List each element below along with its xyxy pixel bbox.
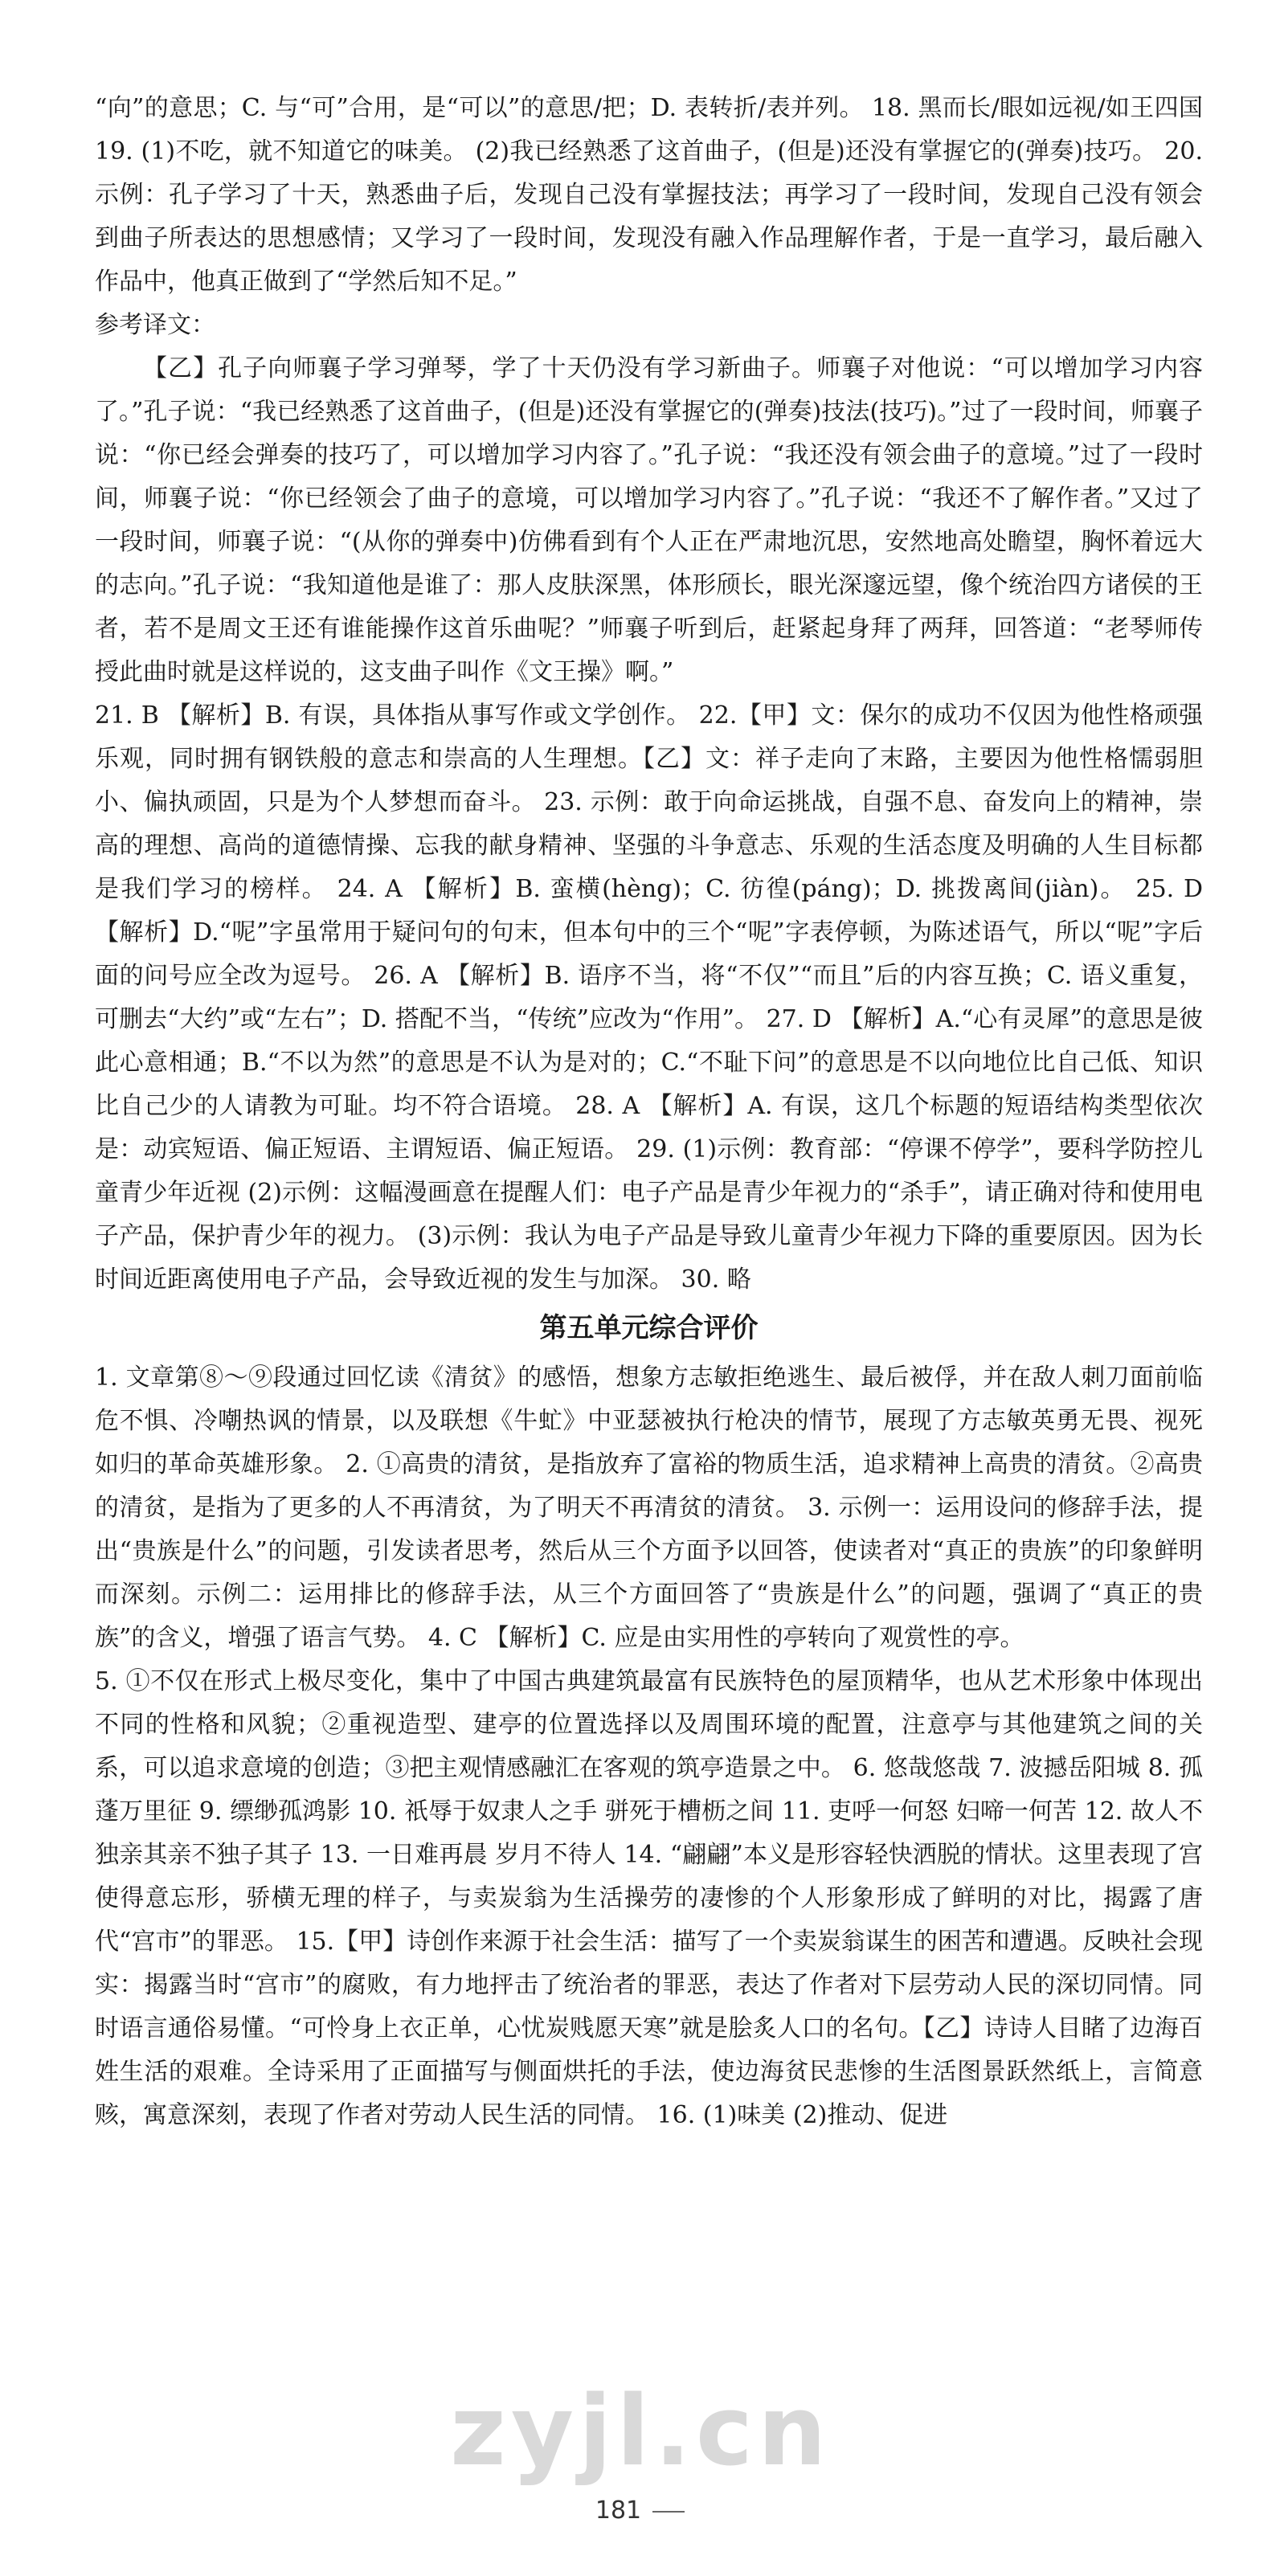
section-title: 第五单元综合评价 <box>539 1312 759 1344</box>
page-number-rule <box>652 2511 685 2513</box>
site-watermark: zyjl.cn <box>450 2376 832 2488</box>
reference-translation-label: 参考译文： <box>95 311 215 339</box>
answer-block-1: “向”的意思；C. 与“可”合用，是“可以”的意思/把；D. 表转折/表并列。 18. 黑而长/眼如远视/如王四国 19. (1)不吃，就不知道它的味美。 (2)我已经熟悉了这首曲子，(但是)还没有掌握它的(弹奏)技巧。 20. 示例：孔子学习了十天，熟悉曲子后，发现自己没有掌握技法；再学习了一段时间，发现自己没有领会到曲子所表达的思想感情；又学习了一段时间，发现没有融入作品理解作者，于是一直学习，最后融入作品中，他真正做到了“学然后知不足。” <box>95 94 1203 296</box>
page-number <box>0 2489 1280 2533</box>
page-number-text: 181 <box>595 2496 642 2525</box>
reference-translation: 【乙】孔子向师襄子学习弹琴，学了十天仍没有学习新曲子。师襄子对他说：“可以增加学习内容了。”孔子说：“我已经熟悉了这首曲子，(但是)还没有掌握它的(弹奏)技法(技巧)。”过了一段时间，师襄子说：“你已经会弹奏的技巧了，可以增加学习内容了。”孔子说：“我还没有领会曲子的意境。”过了一段时间，师襄子说：“你已经领会了曲子的意境，可以增加学习内容了。”孔子说：“我还不了解作者。”又过了一段时间，师襄子说：“(从你的弹奏中)仿佛看到有个人正在严肃地沉思，安然地高处瞻望，胸怀着远大的志向。”孔子说：“我知道他是谁了：那人皮肤深黑，体形颀长，眼光深邃远望，像个统治四方诸侯的王者，若不是周文王还有谁能操作这首乐曲呢？”师襄子听到后，赶紧起身拜了两拜，回答道：“老琴师传授此曲时就是这样说的，这支曲子叫作《文王操》啊。” <box>95 354 1203 686</box>
answer-block-3: 1. 文章第⑧～⑨段通过回忆读《清贫》的感悟，想象方志敏拒绝逃生、最后被俘，并在敌人刺刀面前临危不惧、冷嘲热讽的情景，以及联想《牛虻》中亚瑟被执行枪决的情节，展现了方志敏英勇无畏、视死如归的革命英雄形象。 2. ①高贵的清贫，是指放弃了富裕的物质生活，追求精神上高贵的清贫。②高贵的清贫，是指为了更多的人不再清贫，为了明天不再清贫的清贫。 3. 示例一：运用设问的修辞手法，提出“贵族是什么”的问题，引发读者思考，然后从三个方面予以回答，使读者对“真正的贵族”的印象鲜明而深刻。示例二：运用排比的修辞手法，从三个方面回答了“贵族是什么”的问题，强调了“真正的贵族”的含义，增强了语言气势。 4. C 【解析】C. 应是由实用性的亭转向了观赏性的亭。 <box>95 1364 1203 1652</box>
answer-block-2: 21. B 【解析】B. 有误，具体指从事写作或文学创作。 22.【甲】文：保尔的成功不仅因为他性格顽强乐观，同时拥有钢铁般的意志和崇高的人生理想。【乙】文：祥子走向了末路，主要因为他性格懦弱胆小、偏执顽固，只是为个人梦想而奋斗。 23. 示例：敢于向命运挑战，自强不息、奋发向上的精神，崇高的理想、高尚的道德情操、忘我的献身精神、坚强的斗争意志、乐观的生活态度及明确的人生目标都是我们学习的榜样。 24. A 【解析】B. 蛮横(hèng)；C. 彷徨(páng)；D. 挑拨离间(jiàn)。 25. D 【解析】D.“呢”字虽常用于疑问句的句末，但本句中的三个“呢”字表停顿，为陈述语气，所以“呢”字后面的问号应全改为逗号。 26. A 【解析】B. 语序不当，将“不仅”“而且”后的内容互换；C. 语义重复，可删去“大约”或“左右”；D. 搭配不当，“传统”应改为“作用”。 27. D 【解析】A.“心有灵犀”的意思是彼此心意相通；B.“不以为然”的意思是不认为是对的；C.“不耻下问”的意思是不以向地位比自己低、知识比自己少的人请教为可耻。均不符合语境。 28. A 【解析】A. 有误，这几个标题的短语结构类型依次是：动宾短语、偏正短语、主谓短语、偏正短语。 29. (1)示例：教育部：“停课不停学”，要科学防控儿童青少年近视 (2)示例：这幅漫画意在提醒人们：电子产品是青少年视力的“杀手”，请正确对待和使用电子产品，保护青少年的视力。 (3)示例：我认为电子产品是导致儿童青少年视力下降的重要原因。因为长时间近距离使用电子产品，会导致近视的发生与加深。 30. 略 <box>95 701 1203 1294</box>
answer-block-4: 5. ①不仅在形式上极尽变化，集中了中国古典建筑最富有民族特色的屋顶精华，也从艺术形象中体现出不同的性格和风貌；②重视造型、建亭的位置选择以及周围环境的配置，注意亭与其他建筑之间的关系，可以追求意境的创造；③把主观情感融汇在客观的筑亭造景之中。 6. 悠哉悠哉 7. 波撼岳阳城 8. 孤蓬万里征 9. 缥缈孤鸿影 10. 祇辱于奴隶人之手 骈死于槽枥之间 11. 吏呼一何怒 妇啼一何苦 12. 故人不独亲其亲不独子其子 13. 一日难再晨 岁月不待人 14. “翩翩”本义是形容轻快洒脱的情状。这里表现了宫使得意忘形，骄横无理的样子，与卖炭翁为生活操劳的凄惨的个人形象形成了鲜明的对比，揭露了唐代“宫市”的罪恶。 15.【甲】诗创作来源于社会生活：描写了一个卖炭翁谋生的困苦和遭遇。反映社会现实：揭露当时“宫市”的腐败，有力地抨击了统治者的罪恶，表达了作者对下层劳动人民的深切同情。同时语言通俗易懂。“可怜身上衣正单，心忧炭贱愿天寒”就是脍炙人口的名句。【乙】诗诗人目睹了边海百姓生活的艰难。全诗采用了正面描写与侧面烘托的手法，使边海贫民悲惨的生活图景跃然纸上，言简意赅，寓意深刻，表现了作者对劳动人民生活的同情。 16. (1)味美 (2)推动、促进 <box>95 1667 1203 2129</box>
